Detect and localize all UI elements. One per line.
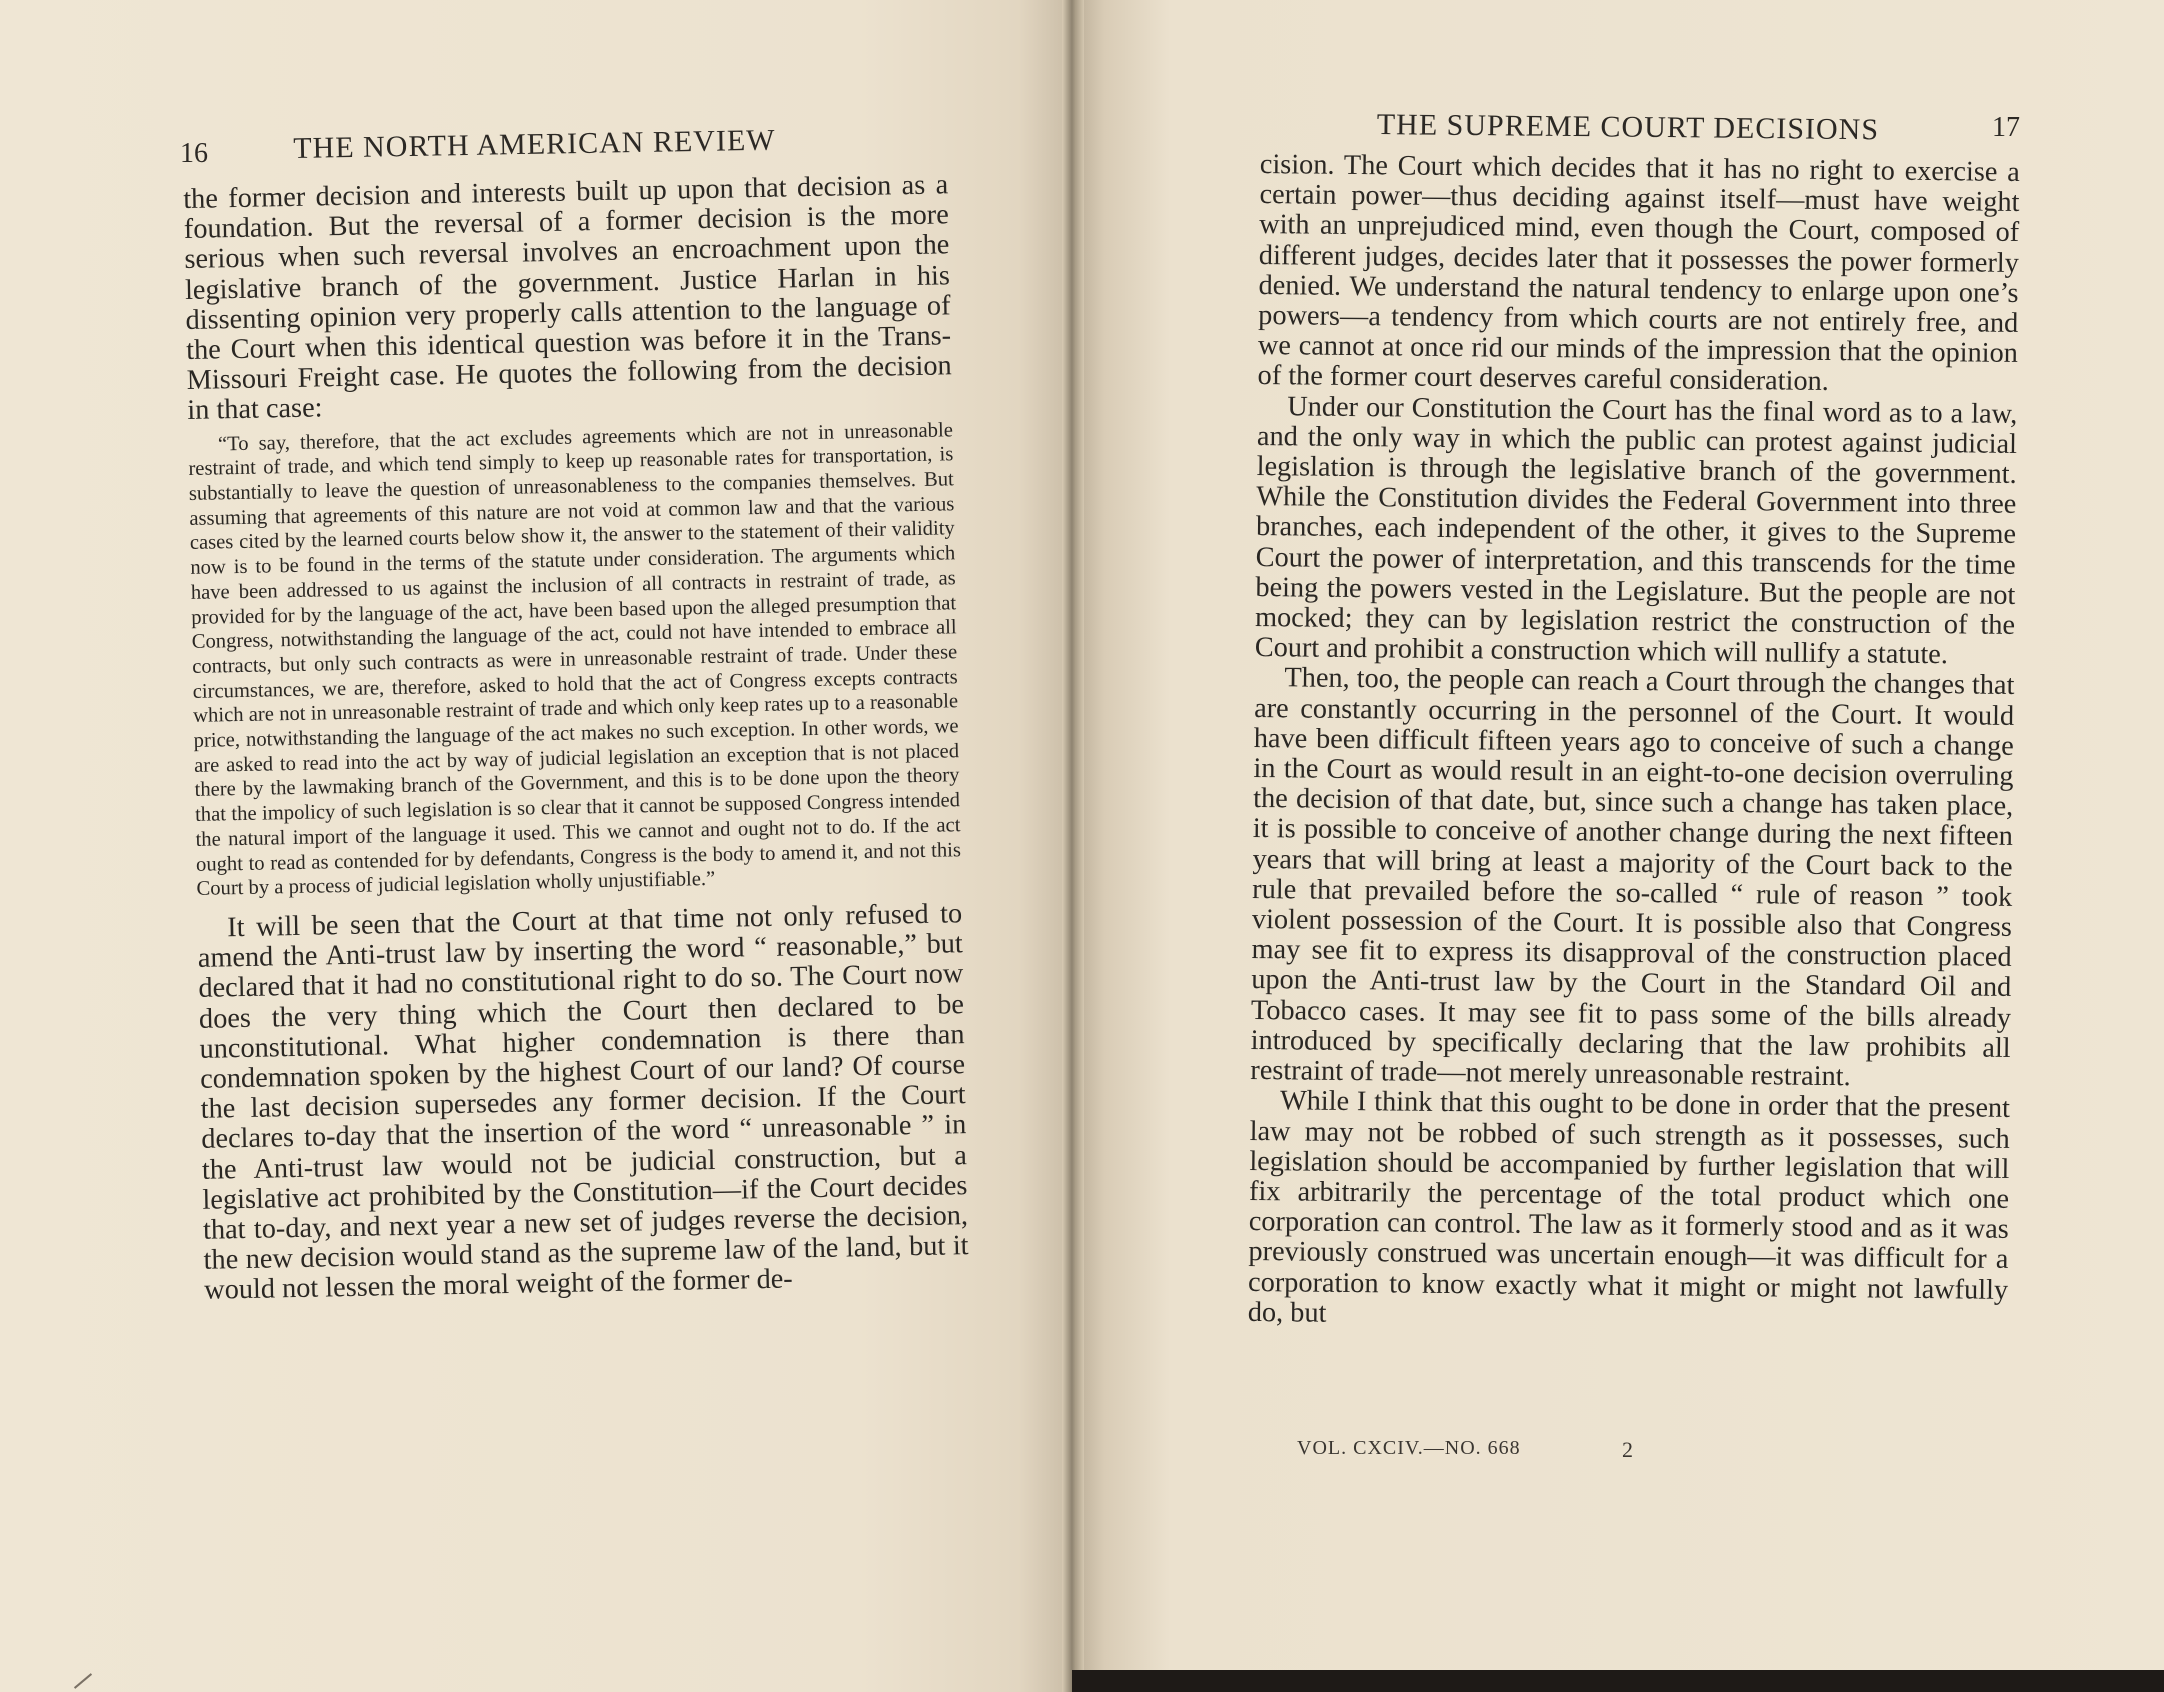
left-text-column [183,170,969,1306]
left-page [0,0,1072,1692]
right-running-head: THE SUPREME COURT DECISIONS [1376,108,1880,147]
pencil-mark [74,1673,92,1689]
left-paragraph-1: the former decision and interests built up upon that decision as a foundation. But the reversal of a former decision is the more serious when such reversal involves an encroachment upon the legislative branch of the government. Justice Harlan in his dissenting opinion very properly calls attention to the language of the Court when this identical question was before it in the Trans-Missouri Freight case. He quotes the following from the decision in that case: [182,169,952,427]
right-paragraph-2: Under our Constitution the Court has the final word as to a law, and the only way in which the public can protest against judicial legislation is through the legislative branch of the government. While the Constitution divides the Federal Government into three branches, each independent of the other, it gives to the Supreme Court the power of interpretation, and this transcends for the time being the powers vested in the Legislature. But the people are not mocked; they can by legislation restrict the construction of the Court and prohibit a construction which will nullify a statute. [1254,390,2018,671]
right-text-column [1248,150,2020,1336]
right-page-number: 17 [1992,112,2020,143]
signature-mark: 2 [1622,1437,1633,1462]
right-paragraph-3: Then, too, the people can reach a Court through the changes that are constantly occurring in the personnel of the Court. It would have been difficult fifteen years ago to conceive of such a change in the Court as would result in an eight-to-one decision overruling the decision of that date, but, since such a change has taken place, it is possible to conceive of another change during the next fifteen years that will bring at least a majority of the Court back to the rule that prevailed before the so-called “ rule of reason ” took violent possession of the Court. It is possible also that Congress may see fit to express its disapproval of the construction placed upon the Anti-trust law by the Court in the Standard Oil and Tobacco cases. It may see fit to pass some of the bills already introduced by specifically declaring that the law prohibits all restraint of trade—not merely unreasonable restraint. [1250,662,2015,1093]
left-running-head: THE NORTH AMERICAN REVIEW [293,123,776,165]
page-bottom-edge [1072,1670,2164,1692]
right-page [1072,0,2164,1692]
right-paragraph-4: While I think that this ought to be done in order that the present law may not be robbed of such strength as it possesses, such legislation should be accompanied by further legislation that will fix arbitrarily the percentage of the total product which one corporation can control. The law as it formerly stood and as it was previously construed was uncertain enough—it was difficult for a corporation to know exactly what it might or might not lawfully do, but [1247,1085,2011,1329]
left-block-quote: “To say, therefore, that the act excludes agreements which are not in unreasonable restraint of trade, and which tend simply to keep up reasonable rates for transportation, is substantially to leave the question of unreasonableness to the companies themselves. But assuming that agreements of this nature are not void at common law and that the various cases cited by the learned courts below show it, the answer to the statement of their validity now is to be found in the terms of the statute under consideration. The arguments which have been addressed to us against the inclusion of all contracts in restraint of trade, as provided for by the language of the act, have been based upon the alleged presumption that Congress, notwithstanding the language of the act, could not have intended to embrace all contracts, but only such contracts as were in unreasonable restraint of trade. Under these circumstances, we are, therefore, asked to hold that the act of Congress excepts contracts which are not in unreasonable restraint of trade and which only keep rates up to a reasonable price, notwithstanding the language of the act makes no such exception. In other words, we are asked to read into the act by way of judicial legislation an exception that is not placed there by the lawmaking branch of the Government, and this is to be done upon the theory that the impolicy of such legislation is so clear that it cannot be supposed Congress intended the natural import of the language it used. This we cannot and ought not to do. If the act ought to read as contended for by defendants, Congress is the body to amend it, and not this Court by a process of judicial legislation wholly unjustifiable.” [188,418,962,901]
book-gutter [1062,0,1084,1692]
right-paragraph-1: cision. The Court which decides that it has no right to exercise a certain power—thus deciding against itself—must have weight with an unprejudiced mind, even though the Court, composed of different judges, decides later that it possesses the power formerly denied. We understand the natural tendency to enlarge upon one’s powers—a tendency from which courts are not entirely free, and we cannot at once rid our minds of the impression that the opinion of the former court deserves careful consideration. [1257,149,2020,398]
left-paragraph-2: It will be seen that the Court at that time not only refused to amend the Anti-trust law by inserting the word “ reasonable,” but declared that it had no constitutional right to do so. The Court now does the very thing which the Court then declared to be unconstitutional. What higher condemnation is there than condemnation spoken by the highest Court of our land? Of course the last decision supersedes any former decision. If the Court declares to-day that the insertion of the word “ unreasonable ” in the Anti-trust law would not be judicial construction, but a legislative act prohibited by the Constitution—if the Court decides that to-day, and next year a new set of judges reverse the decision, the new decision would stand as the supreme law of the land, but it would not lessen the moral weight of the former de- [197,898,969,1307]
volume-footer: VOL. CXCIV.—NO. 668 [1297,1437,1521,1459]
left-page-number: 16 [180,138,208,169]
